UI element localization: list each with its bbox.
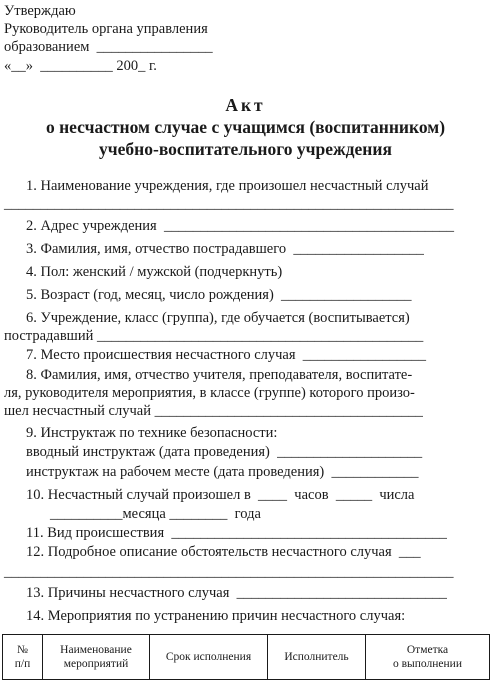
item-12-blank: ______________________________________________________________ (4, 564, 454, 580)
col-executor: Исполнитель (268, 635, 366, 680)
col-deadline: Срок исполнения (150, 635, 268, 680)
doc-subtitle-1: о несчастном случае с учащимся (воспитанником) (45, 117, 446, 137)
item-7: 7. Место происшествия несчастного случая _________________ (26, 347, 427, 363)
item-12: 12. Подробное описание обстоятельств несчастного случая ___ (26, 544, 421, 560)
item-3: 3. Фамилия, имя, отчество пострадавшего __________________ (26, 241, 424, 257)
approval-line-3: образованием ________________ (4, 39, 213, 55)
doc-subtitle-2: учебно-воспитательного учреждения (99, 139, 392, 159)
item-11: 11. Вид происшествия ______________________________________ (26, 525, 447, 541)
item-13: 13. Причины несчастного случая _____________________________ (26, 585, 447, 601)
item-8-line-2: ля, руководителя мероприятия, в классе (группе) которого произо- (4, 385, 415, 401)
col-number: № п/п (3, 635, 43, 680)
measures-table (2, 634, 490, 680)
item-8-line-3: шел несчастный случай _____________________________________ (4, 403, 423, 419)
approval-line-4: «__» __________ 200_ г. (4, 58, 157, 74)
doc-title: Акт (225, 95, 266, 115)
item-6-line-2: пострадавший _____________________________________________ (4, 328, 424, 344)
item-10-line-1: 10. Несчастный случай произошел в ____ часов _____ числа (26, 487, 415, 503)
item-14: 14. Мероприятия по устранению причин несчастного случая: (26, 608, 406, 624)
item-6-line-1: 6. Учреждение, класс (группа), где обучается (воспитывается) (26, 310, 410, 326)
item-9-intro: вводный инструктаж (дата проведения) ____________________ (26, 444, 423, 460)
col-completion: Отметка о выполнении (366, 635, 490, 680)
item-8-line-1: 8. Фамилия, имя, отчество учителя, преподавателя, воспитате- (26, 367, 413, 383)
col-measure: Наименование мероприятий (43, 635, 150, 680)
item-1-blank: ______________________________________________________________ (4, 196, 454, 212)
item-10-line-2: __________месяца ________ года (50, 506, 261, 522)
item-4: 4. Пол: женский / мужской (подчеркнуть) (26, 264, 283, 280)
item-9: 9. Инструктаж по технике безопасности: (26, 425, 278, 441)
approval-line-2: Руководитель органа управления (4, 21, 208, 37)
item-2: 2. Адрес учреждения ________________________________________ (26, 218, 454, 234)
item-1: 1. Наименование учреждения, где произошел несчастный случай (26, 178, 429, 194)
item-9-workplace: инструктаж на рабочем месте (дата проведения) ____________ (26, 464, 419, 480)
item-5: 5. Возраст (год, месяц, число рождения) __________________ (26, 287, 412, 303)
approval-line-1: Утверждаю (4, 3, 76, 19)
table-header-row (3, 635, 490, 680)
